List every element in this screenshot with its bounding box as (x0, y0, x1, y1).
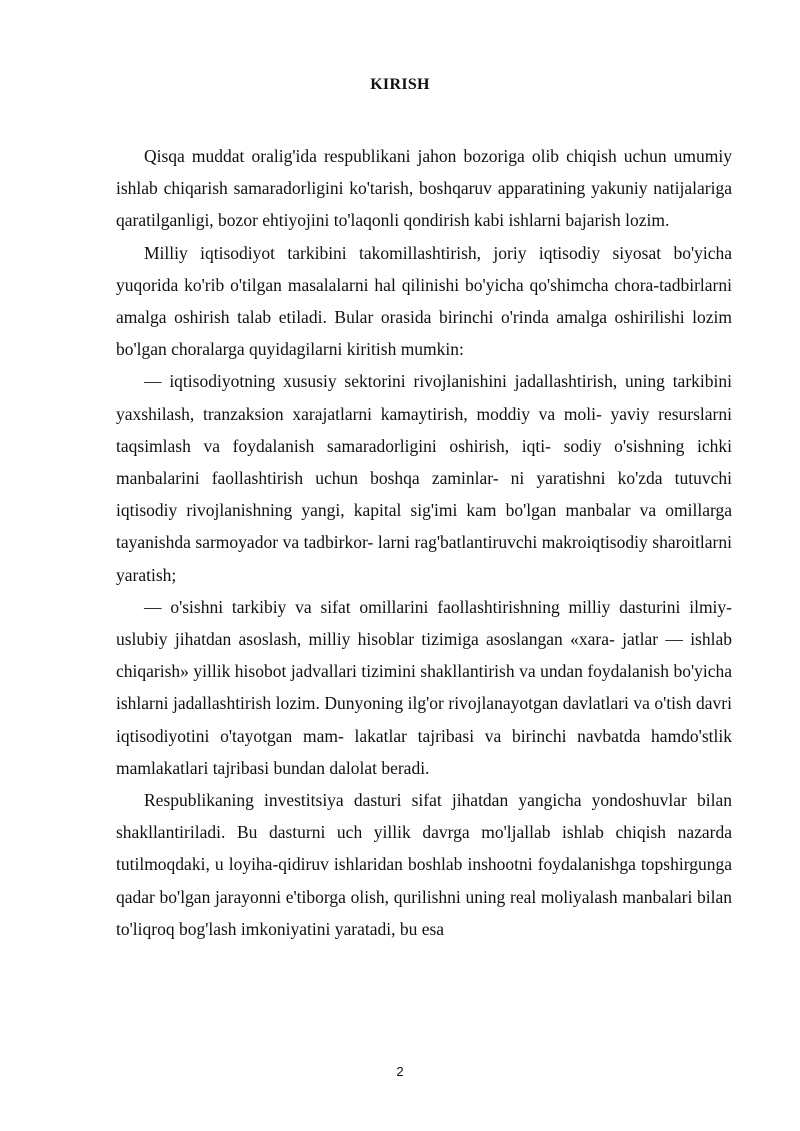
paragraph-intro: Qisqa muddat oralig'ida respublikani jahon bozoriga olib chiqish uchun umumiy ishlab chiqarish samaradorligini ko'tarish, boshqaruv apparatining yakuniy natijalariga qaratilganligi, bozor ehtiyojini to'laqonli qondirish kabi ishlarni bajarish lozim. (116, 146, 732, 231)
list-item-private-sector: — iqtisodiyotning xususiy sektorini rivojlanishini jadallashtirish, uning tarkibini yaxshilash, tranzaksion xarajatlarni kamaytirish, moddiy va moli- yaviy resurslarni taqsimlash va foydalanish samaradorligini oshirish, iqti- sodiy o'sishning ichki manbalarini faollashtirish uchun boshqa zaminlar- ni yaratishni ko'zda tutuvchi iqtisodiy rivojlanishning yangi, kapital sig'imi kam bo'lgan manbalar va omillarga tayanishda sarmoyador va tadbirkor- larni rag'batlantiruvchi makroiqtisodiy sharoitlarni yaratish; (116, 371, 732, 585)
list-item-growth-program: — o'sishni tarkibiy va sifat omillarini faollashtirishning milliy dasturini ilmiy-uslubiy jihatdan asoslash, milliy hisoblar tizimiga asoslangan «xara- jatlar — ishlab chiqarish» yillik hisobot jadvallari tizimini shakllantirish va undan foydalanish bo'yicha ishlarni jadallashtirish lozim. Dunyoning ilg'or rivojlanayotgan davlatlari va o'tish davri iqtisodiyotini o'tayotgan mam- lakatlar tajribasi va birinchi navbatda hamdo'stlik mamlakatlari tajribasi bundan dalolat beradi. (116, 596, 732, 778)
page-title: KIRISH (370, 76, 430, 93)
page-number: 2 (396, 1064, 404, 1079)
paragraph-investment: Respublikaning investitsiya dasturi sifat jihatdan yangicha yondoshuvlar bilan shakllantiriladi. Bu dasturni uch yillik davrga mo'ljallab ishlab chiqish nazarda tutilmoqdaki, u loyiha-qidiruv ishlaridan boshlab inshootni foydalanishga topshirgunga qadar bo'lgan jarayonni e'tiborga olish, qurilishni uning real moliyalash manbalari bilan to'liqroq bog'lash imkoniyatini yaratadi, bu esa (116, 790, 732, 939)
paragraph-measures: Milliy iqtisodiyot tarkibini takomillashtirish, joriy iqtisodiy siyosat bo'yicha yuqorida ko'rib o'tilgan masalalarni hal qilinishi bo'yicha qo'shimcha chora-tadbirlarni amalga oshirish talab etiladi. Bular orasida birinchi o'rinda amalga oshirilishi lozim bo'lgan choralarga quyidagilarni kiritish mumkin: (116, 242, 732, 360)
body-text (116, 140, 732, 945)
